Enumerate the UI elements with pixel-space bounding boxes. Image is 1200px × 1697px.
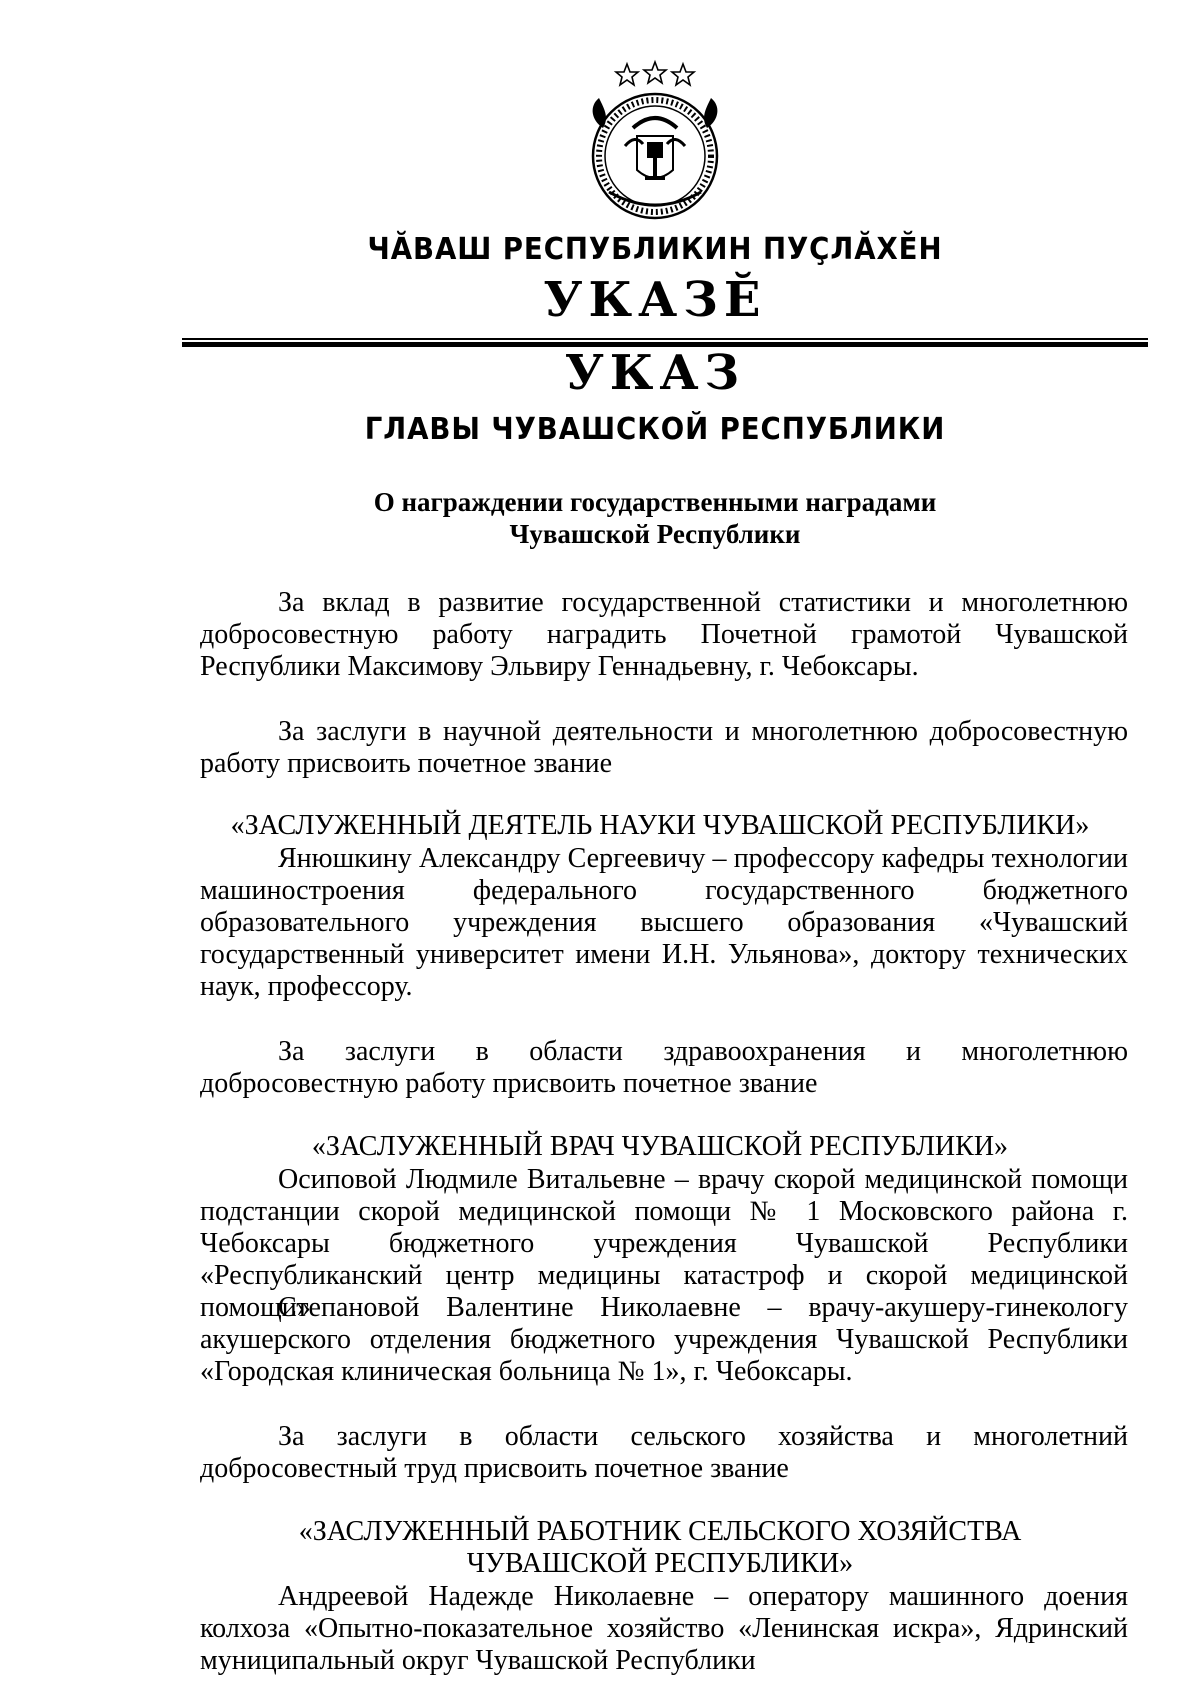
chuvash-header-title: ЧĂВАШ РЕСПУБЛИКИН ПУÇЛĂХĔН [367, 232, 943, 267]
honorary-title-agri-line-1: «ЗАСЛУЖЕННЫЙ РАБОТНИК СЕЛЬСКОГО ХОЗЯЙСТВА [298, 1516, 1022, 1547]
chuvash-ukaz-title: УКАЗĔ [543, 272, 767, 328]
honorary-title-science: «ЗАСЛУЖЕННЫЙ ДЕЯТЕЛЬ НАУКИ ЧУВАШСКОЙ РЕСПУБЛИКИ» [230, 810, 1090, 841]
honorary-title-agri-line-2: ЧУВАШСКОЙ РЕСПУБЛИКИ» [466, 1548, 854, 1579]
paragraph-gramota: За вклад в развитие государственной статистики и многолетнюю добросовестную работу наградить Почетной грамотой Чувашской Республики Максимову Эльвиру Геннадьевну, г. Чебоксары. [200, 587, 1128, 682]
head-of-republic-title: ГЛАВЫ ЧУВАШСКОЙ РЕСПУБЛИКИ [364, 412, 946, 447]
decree-subject-line-2: Чувашской Республики [509, 519, 801, 549]
paragraph-health-intro: За заслуги в области здравоохранения и многолетнюю добросовестную работу присвоить почетное звание [200, 1036, 1128, 1099]
ukaz-title: УКАЗ [564, 345, 746, 401]
honorary-title-doctor: «ЗАСЛУЖЕННЫЙ ВРАЧ ЧУВАШСКОЙ РЕСПУБЛИКИ» [311, 1131, 1009, 1162]
decree-subject-line-1: О награждении государственными наградами [373, 487, 937, 517]
header-divider-thin [182, 338, 1148, 340]
coat-of-arms-icon [585, 58, 725, 228]
paragraph-yanyushkin: Янюшкину Александру Сергеевичу – профессору кафедры технологии машиностроения федерального государственного бюджетного образовательного учреждения высшего образования «Чувашский государственный университет имени И.Н. Ульянова», доктору технических наук, профессору. [200, 843, 1128, 1002]
paragraph-andreeva: Андреевой Надежде Николаевне – оператору машинного доения колхоза «Опытно-показательное хозяйство «Ленинская искра», Ядринский муниципальный округ Чувашской Республики [200, 1581, 1128, 1676]
paragraph-osipova: Осиповой Людмиле Витальевне – врачу скорой медицинской помощи подстанции скорой медицинской помощи № 1 Московского района г. Чебоксары бюджетного учреждения Чувашской Республики «Республиканский центр медицины катастроф и скорой медицинской помощи» [200, 1164, 1128, 1323]
paragraph-science-intro: За заслуги в научной деятельности и многолетнюю добросовестную работу присвоить почетное звание [200, 716, 1128, 779]
paragraph-stepanova: Степановой Валентине Николаевне – врачу-акушеру-гинекологу акушерского отделения бюджетного учреждения Чувашской Республики «Городская клиническая больница № 1», г. Чебоксары. [200, 1292, 1128, 1387]
paragraph-agri-intro: За заслуги в области сельского хозяйства и многолетний добросовестный труд присвоить почетное звание [200, 1421, 1128, 1484]
